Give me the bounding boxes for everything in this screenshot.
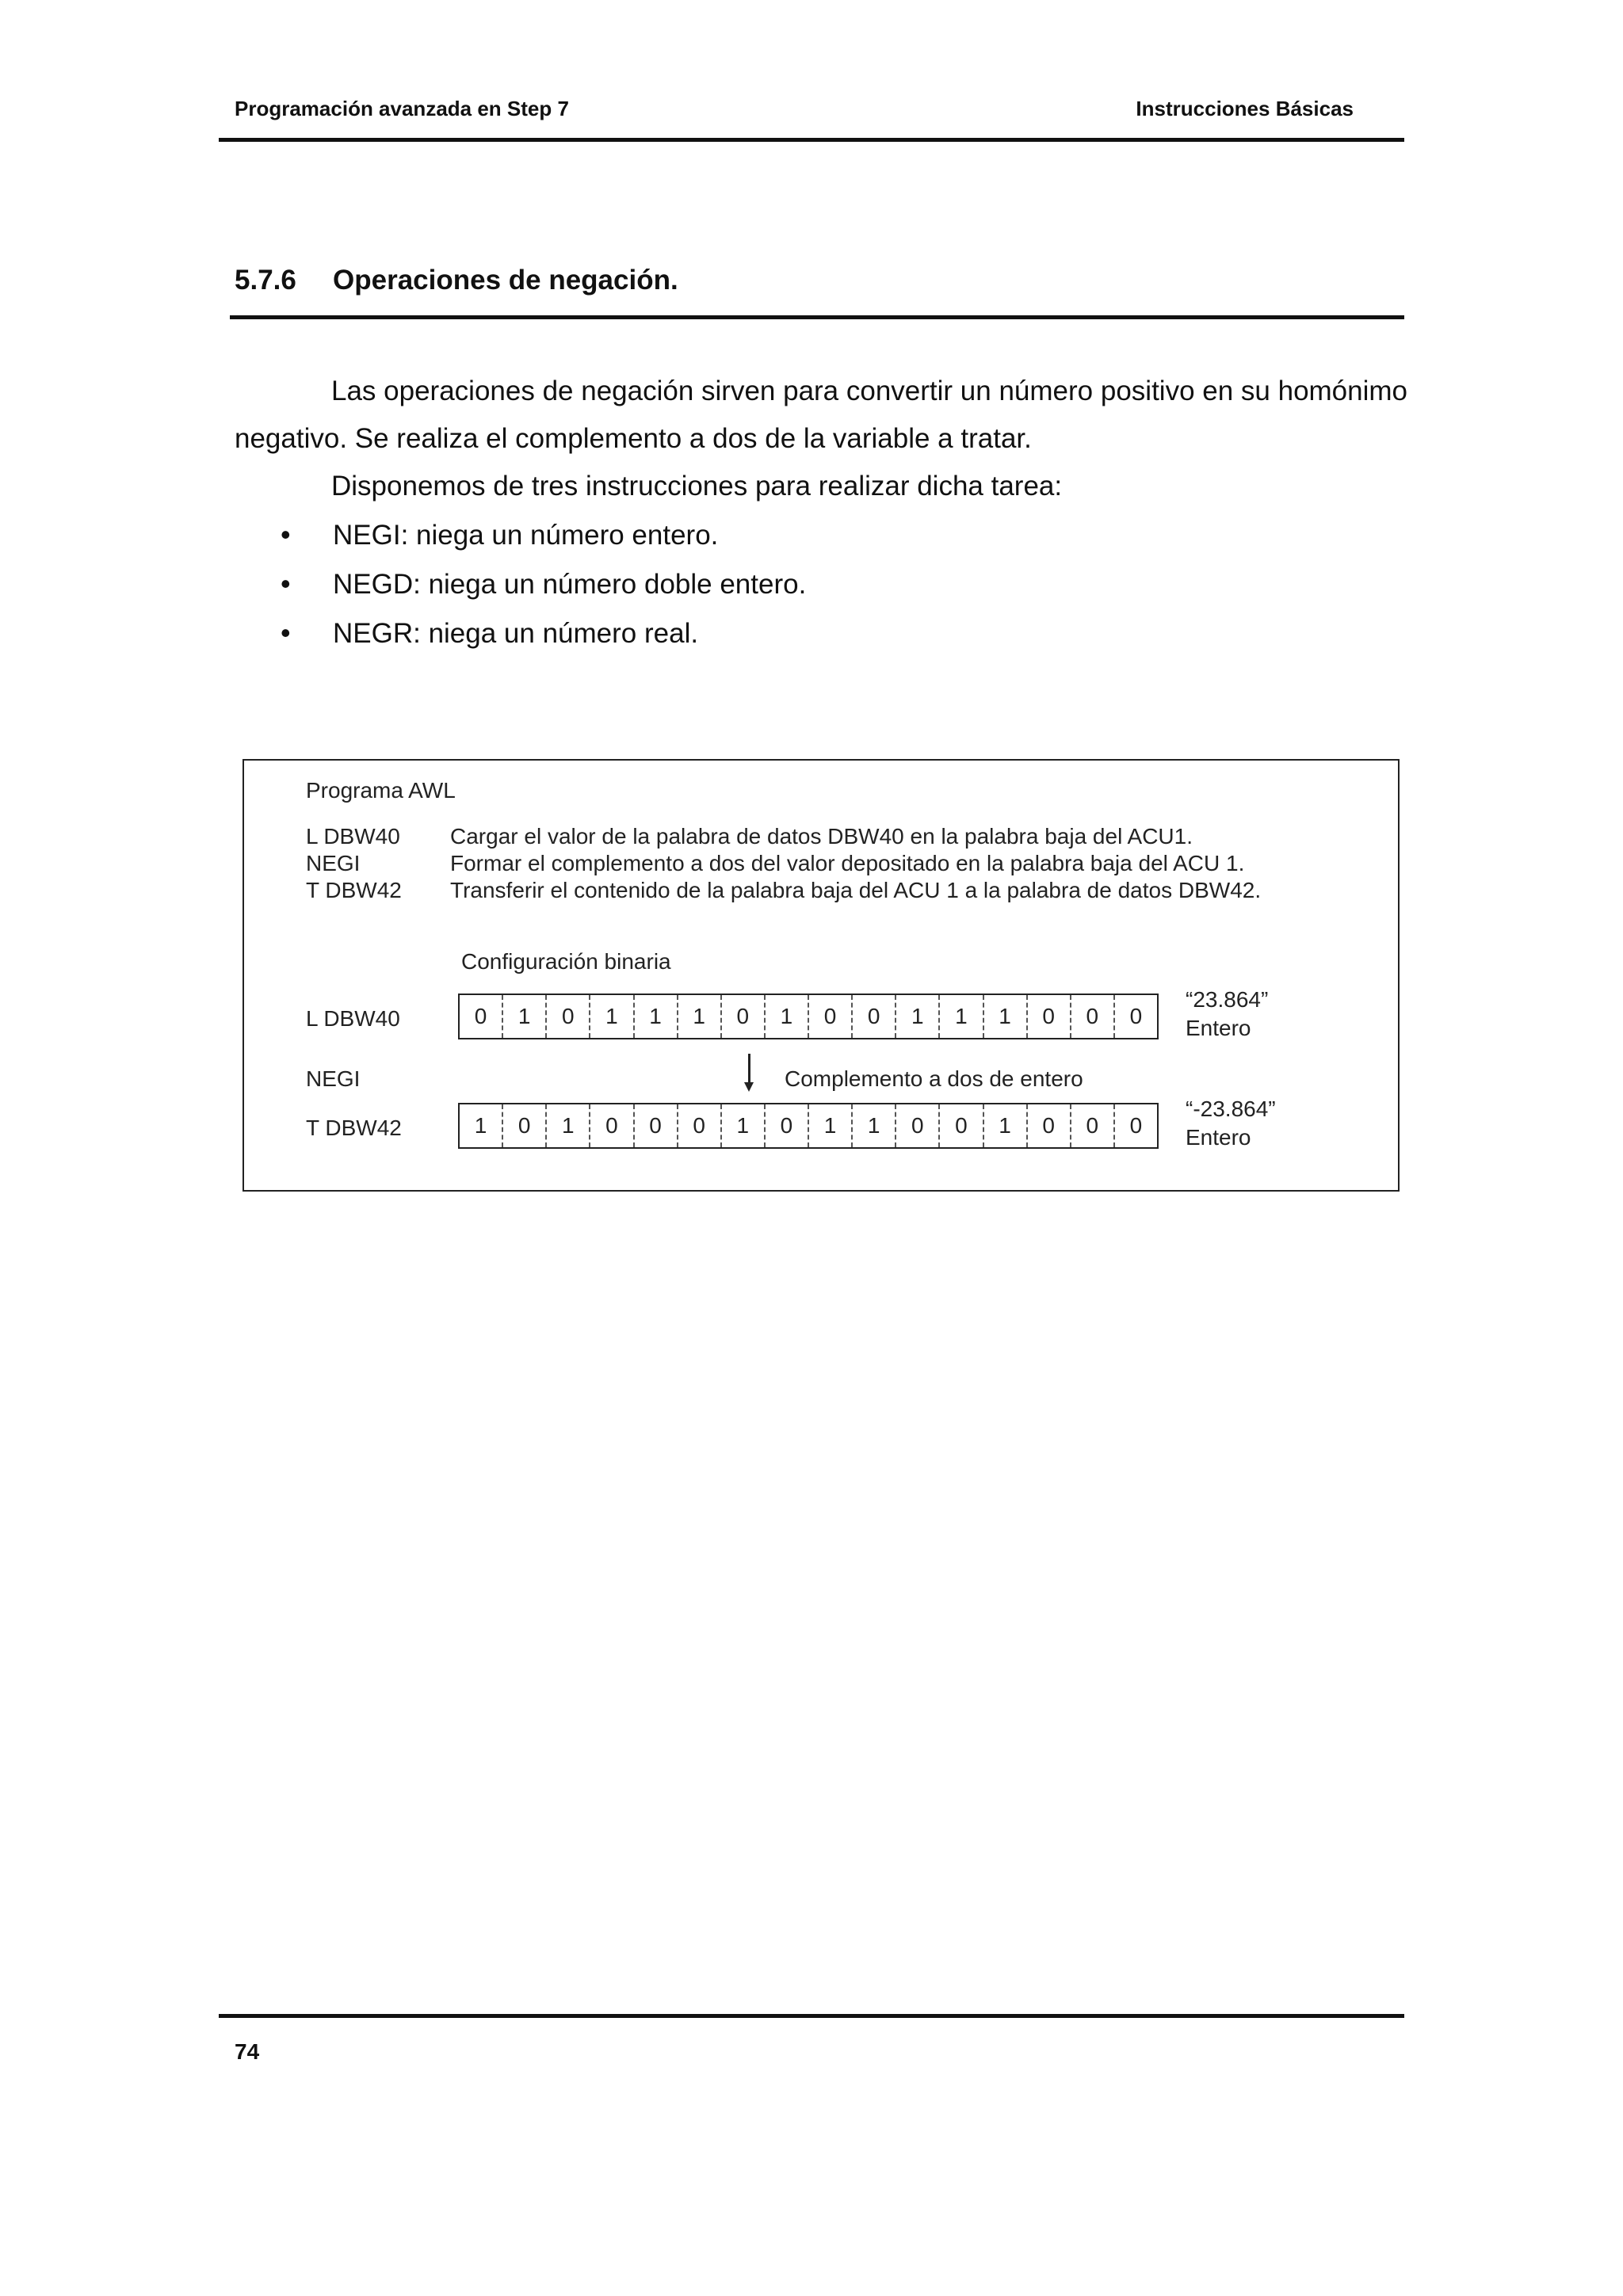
section-rule [230, 315, 1404, 319]
bit-cell: 0 [764, 1104, 808, 1147]
bit-cell: 0 [633, 1104, 677, 1147]
section-number: 5.7.6 [235, 265, 296, 296]
bit-cell: 0 [895, 1104, 938, 1147]
footer-rule [219, 2014, 1404, 2018]
bit-cell: 1 [502, 995, 545, 1038]
bit-cell: 1 [851, 1104, 895, 1147]
negi-label: NEGI [306, 1066, 361, 1091]
bit-cell: 0 [1026, 1104, 1070, 1147]
bit-cell: 0 [677, 1104, 720, 1147]
binary-config-label: Configuración binaria [461, 949, 671, 974]
bit-cell: 0 [545, 995, 589, 1038]
bit-cell: 1 [677, 995, 720, 1038]
row1-label: L DBW40 [306, 1006, 400, 1031]
bit-cell: 0 [938, 1104, 982, 1147]
bit-cell: 0 [1113, 1104, 1157, 1147]
bit-cell: 0 [1113, 995, 1157, 1038]
bit-cell: 0 [808, 995, 851, 1038]
bullet-item: NEGR: niega un número real. [333, 618, 699, 649]
bullet-marker: • [281, 567, 291, 600]
bit-cell: 0 [589, 1104, 632, 1147]
program-instr: T DBW42 [306, 878, 402, 902]
paragraph-2: Disponemos de tres instrucciones para realizar dicha tarea: [331, 471, 1063, 502]
bit-cell: 1 [589, 995, 632, 1038]
program-instr: L DBW40 [306, 824, 400, 849]
program-instr: NEGI [306, 851, 361, 875]
program-desc: Formar el complemento a dos del valor depositado en la palabra baja del ACU 1. [450, 851, 1245, 875]
page-number: 74 [235, 2039, 260, 2064]
bit-register-dbw40 [458, 994, 1159, 1039]
program-desc: Transferir el contenido de la palabra baja del ACU 1 a la palabra de datos DBW42. [450, 878, 1262, 902]
paragraph-1-line-2: negativo. Se realiza el complemento a dos de la variable a tratar. [235, 423, 1032, 454]
bit-cell: 0 [474, 1004, 487, 1028]
bit-cell: 0 [1070, 1104, 1113, 1147]
bit-cell: 0 [1026, 995, 1070, 1038]
row2-type: Entero [1186, 1125, 1251, 1150]
bit-cell: 1 [720, 1104, 764, 1147]
bullet-item: NEGI: niega un número entero. [333, 520, 719, 551]
bit-cell: 0 [1070, 995, 1113, 1038]
bit-cell: 1 [983, 1104, 1026, 1147]
bullet-marker: • [281, 616, 291, 649]
program-desc: Cargar el valor de la palabra de datos DBW40 en la palabra baja del ACU1. [450, 824, 1193, 849]
bit-cell: 1 [983, 995, 1026, 1038]
bit-register-dbw42 [458, 1103, 1159, 1149]
bit-cell: 1 [474, 1113, 487, 1138]
bit-cell: 1 [764, 995, 808, 1038]
bit-cell: 1 [633, 995, 677, 1038]
figure-title: Programa AWL [306, 778, 456, 803]
row1-type: Entero [1186, 1016, 1251, 1040]
arrow-head-icon [744, 1082, 754, 1092]
running-header-right: Instrucciones Básicas [1136, 97, 1354, 120]
negi-note: Complemento a dos de entero [785, 1066, 1083, 1091]
bullet-item: NEGD: niega un número doble entero. [333, 569, 807, 600]
row1-value: “23.864” [1186, 987, 1269, 1012]
header-rule [219, 138, 1404, 142]
bit-cell: 1 [938, 995, 982, 1038]
running-header-left: Programación avanzada en Step 7 [235, 97, 569, 120]
bit-cell: 1 [545, 1104, 589, 1147]
bit-cell: 0 [720, 995, 764, 1038]
paragraph-1-line-1: Las operaciones de negación sirven para convertir un número positivo en su homónimo [331, 376, 1408, 406]
row2-label: T DBW42 [306, 1116, 402, 1140]
section-title: Operaciones de negación. [333, 265, 678, 296]
row2-value: “-23.864” [1186, 1097, 1276, 1121]
bit-cell: 0 [851, 995, 895, 1038]
bit-cell: 1 [808, 1104, 851, 1147]
bit-cell: 0 [502, 1104, 545, 1147]
bullet-marker: • [281, 518, 291, 551]
bit-cell: 1 [895, 995, 938, 1038]
